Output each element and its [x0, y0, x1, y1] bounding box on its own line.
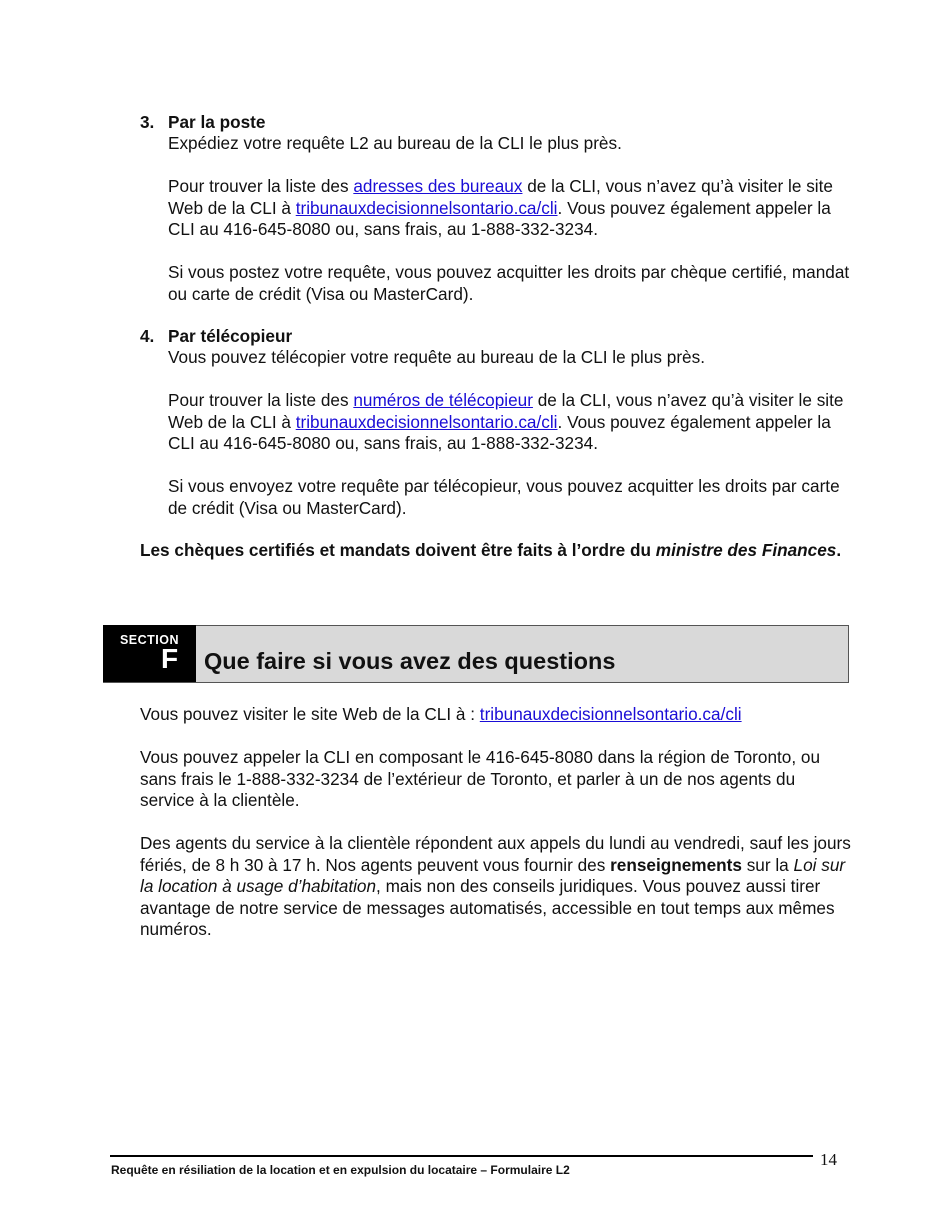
item-3-paragraph-3: Si vous postez votre requête, vous pouvez acquitter les droits par chèque certifié, mandat ou carte de crédit (Visa ou MasterCard). — [168, 262, 850, 304]
fax-numbers-link[interactable]: numéros de télécopieur — [353, 390, 533, 410]
item-4-paragraph-2 — [168, 390, 858, 455]
section-paragraph-1 — [140, 704, 852, 726]
section-tab — [103, 625, 196, 682]
footer-title: Requête en résiliation de la location et en expulsion du locataire – Formulaire L2 — [111, 1163, 570, 1177]
tribunal-website-link[interactable]: tribunauxdecisionnelsontario.ca/cli — [479, 704, 742, 724]
text-span: de la CLI, vous n’avez qu’à visiter le site Web de la CLI à — [168, 390, 844, 432]
text-span: . Vous pouvez également appeler la CLI au 416-645-8080 ou, sans frais, au 1-888-332-3234. — [168, 197, 831, 240]
tribunal-website-link[interactable]: tribunauxdecisionnelsontario.ca/cli — [295, 411, 558, 432]
law-title: Loi sur la location à usage d’habitation — [140, 854, 846, 897]
item-3-number: 3. — [140, 112, 155, 132]
section-paragraph-3 — [140, 833, 852, 941]
minister-of-finance: ministre des Finances — [655, 540, 837, 560]
item-4-number: 4. — [140, 326, 155, 346]
text-span: Pour trouver la liste des — [168, 176, 354, 196]
item-3-paragraph-2 — [168, 176, 858, 241]
text-span: Des agents du service à la clientèle répondent aux appels du lundi au vendredi, sauf les jours fériés, de 8 h 30 à 17 h. Nos agents peuvent vous fournir des — [140, 833, 851, 875]
section-title: Que faire si vous avez des questions — [204, 648, 616, 674]
item-4-heading: Par télécopieur — [168, 326, 293, 346]
item-4-paragraph-1: Vous pouvez télécopier votre requête au bureau de la CLI le plus près. — [168, 347, 705, 367]
text-span: , mais non des conseils juridiques. Vous pouvez aussi tirer avantage de notre service de messages automatisés, accessible en tout temps aux mêmes numéros. — [140, 876, 835, 940]
text-span: Les chèques certifiés et mandats doivent être faits à l’ordre du — [140, 540, 656, 560]
text-span: . Vous pouvez également appeler la CLI au 416-645-8080 ou, sans frais, au 1-888-332-3234. — [168, 411, 831, 454]
tribunal-website-link[interactable]: tribunauxdecisionnelsontario.ca/cli — [295, 197, 558, 218]
item-4-paragraph-3: Si vous envoyez votre requête par télécopieur, vous pouvez acquitter les droits par carte de crédit (Visa ou MasterCard). — [168, 476, 840, 518]
bold-text: renseignements — [610, 854, 742, 875]
item-3-heading: Par la poste — [168, 112, 266, 132]
section-word: SECTION — [119, 633, 180, 647]
text-span: sur la — [741, 854, 794, 875]
text-span: Pour trouver la liste des — [168, 390, 354, 410]
text-span: Vous pouvez visiter le site Web de la CLI à : — [140, 704, 480, 724]
footer-rule — [110, 1155, 813, 1157]
text-span: de la CLI, vous n’avez qu’à visiter le site Web de la CLI à — [168, 176, 833, 218]
section-paragraph-2: Vous pouvez appeler la CLI en composant le 416-645-8080 dans la région de Toronto, ou sans frais le 1-888-332-3234 de l’extérieur de Toronto, et parler à un de nos agents du service à la clientèle. — [140, 747, 821, 811]
item-3-paragraph-1: Expédiez votre requête L2 au bureau de la CLI le plus près. — [168, 133, 622, 153]
text-span: . — [836, 540, 842, 560]
section-letter: F — [161, 643, 179, 674]
page-number: 14 — [820, 1150, 837, 1169]
office-addresses-link[interactable]: adresses des bureaux — [353, 176, 523, 196]
cheques-note — [140, 540, 852, 562]
